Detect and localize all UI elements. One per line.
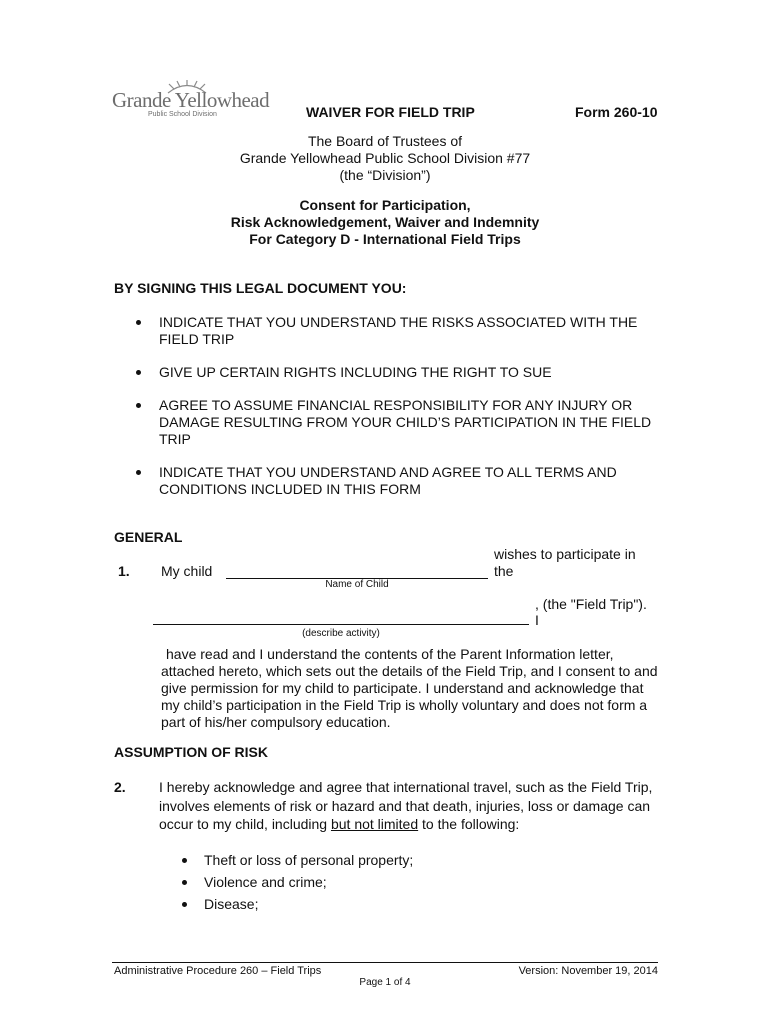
signing-bullet-3-line-1: AGREE TO ASSUME FINANCIAL RESPONSIBILITY FOR ANY INJURY OR (159, 397, 633, 413)
signing-heading: BY SIGNING THIS LEGAL DOCUMENT YOU: (114, 280, 407, 296)
risk-item-number: 2. (114, 779, 126, 795)
field-trip-line-2: I (535, 612, 539, 628)
risk-bullet-3: Disease; (204, 896, 259, 912)
wishes-line-2: the (494, 563, 514, 579)
board-line-2: Grande Yellowhead Public School Division #77 (239, 150, 531, 166)
general-paragraph-line-3: give permission for my child to participate. I understand and acknowledge that (161, 680, 644, 696)
general-paragraph-line-1: have read and I understand the contents of the Parent Information letter, (166, 646, 614, 662)
bullet-dot (136, 320, 141, 325)
signing-bullet-2-line-1: GIVE UP CERTAIN RIGHTS INCLUDING THE RIGHT TO SUE (159, 364, 552, 380)
child-name-field[interactable] (226, 564, 488, 579)
general-paragraph-line-4: my child’s participation in the Field Trip is wholly voluntary and does not form a (161, 697, 648, 713)
general-paragraph-line-2: attached hereto, which sets out the details of the Field Trip, and I consent to and (161, 663, 658, 679)
document-title: WAIVER FOR FIELD TRIP (306, 104, 475, 120)
risk-bullet-2: Violence and crime; (204, 874, 327, 890)
bullet-dot (136, 370, 141, 375)
risk-line-3-pre: occur to my child, including (159, 816, 331, 832)
signing-bullet-4-line-2: CONDITIONS INCLUDED IN THIS FORM (159, 481, 421, 497)
general-paragraph-line-5: part of his/her compulsory education. (161, 714, 391, 730)
consent-line-2: Risk Acknowledgement, Waiver and Indemnity (230, 214, 540, 230)
risk-line-3 (159, 816, 519, 833)
field-trip-line-1: , (the "Field Trip"). (535, 596, 647, 612)
signing-bullet-4-line-1: INDICATE THAT YOU UNDERSTAND AND AGREE TO ALL TERMS AND (159, 464, 617, 480)
footer-right: Version: November 19, 2014 (518, 965, 658, 977)
activity-field-label: (describe activity) (302, 628, 380, 639)
risk-heading: ASSUMPTION OF RISK (114, 744, 269, 760)
logo-org-name: Grande Yellowhead (112, 88, 270, 112)
board-line-3: (the “Division”) (339, 167, 431, 183)
bullet-dot (136, 403, 141, 408)
my-child-label: My child (161, 563, 213, 579)
signing-bullet-1-line-1: INDICATE THAT YOU UNDERSTAND THE RISKS ASSOCIATED WITH THE (159, 314, 638, 330)
board-line-1: The Board of Trustees of (307, 133, 463, 149)
signing-bullet-3-line-2: DAMAGE RESULTING FROM YOUR CHILD’S PARTICIPATION IN THE FIELD (159, 414, 652, 430)
risk-bullet-1: Theft or loss of personal property; (204, 852, 414, 868)
bullet-dot (182, 880, 187, 885)
bullet-dot (136, 470, 141, 475)
bullet-dot (182, 858, 187, 863)
risk-line-3-underlined: but not limited (330, 816, 419, 832)
wishes-line-1: wishes to participate in (494, 546, 636, 562)
footer-rule (112, 962, 658, 963)
risk-line-2: involves elements of risk or hazard and that death, injuries, loss or damage can (159, 798, 651, 814)
page-number: Page 1 of 4 (359, 977, 411, 988)
signing-bullet-1-line-2: FIELD TRIP (159, 331, 235, 347)
consent-line-3: For Category D - International Field Trips (249, 231, 521, 247)
footer-left: Administrative Procedure 260 – Field Trips (114, 965, 322, 977)
division-logo (110, 80, 270, 122)
risk-line-1: I hereby acknowledge and agree that international travel, such as the Field Trip, (159, 779, 653, 795)
child-name-field-label: Name of Child (325, 579, 389, 590)
activity-description-field[interactable] (153, 610, 529, 625)
logo-org-subtitle: Public School Division (148, 111, 217, 118)
general-item-number: 1. (118, 563, 130, 579)
risk-line-3-post: to the following: (418, 816, 520, 832)
general-heading: GENERAL (114, 529, 183, 545)
signing-bullet-3-line-3: TRIP (159, 431, 191, 447)
form-number: Form 260-10 (575, 104, 658, 120)
consent-line-1: Consent for Participation, (299, 197, 471, 213)
bullet-dot (182, 902, 187, 907)
